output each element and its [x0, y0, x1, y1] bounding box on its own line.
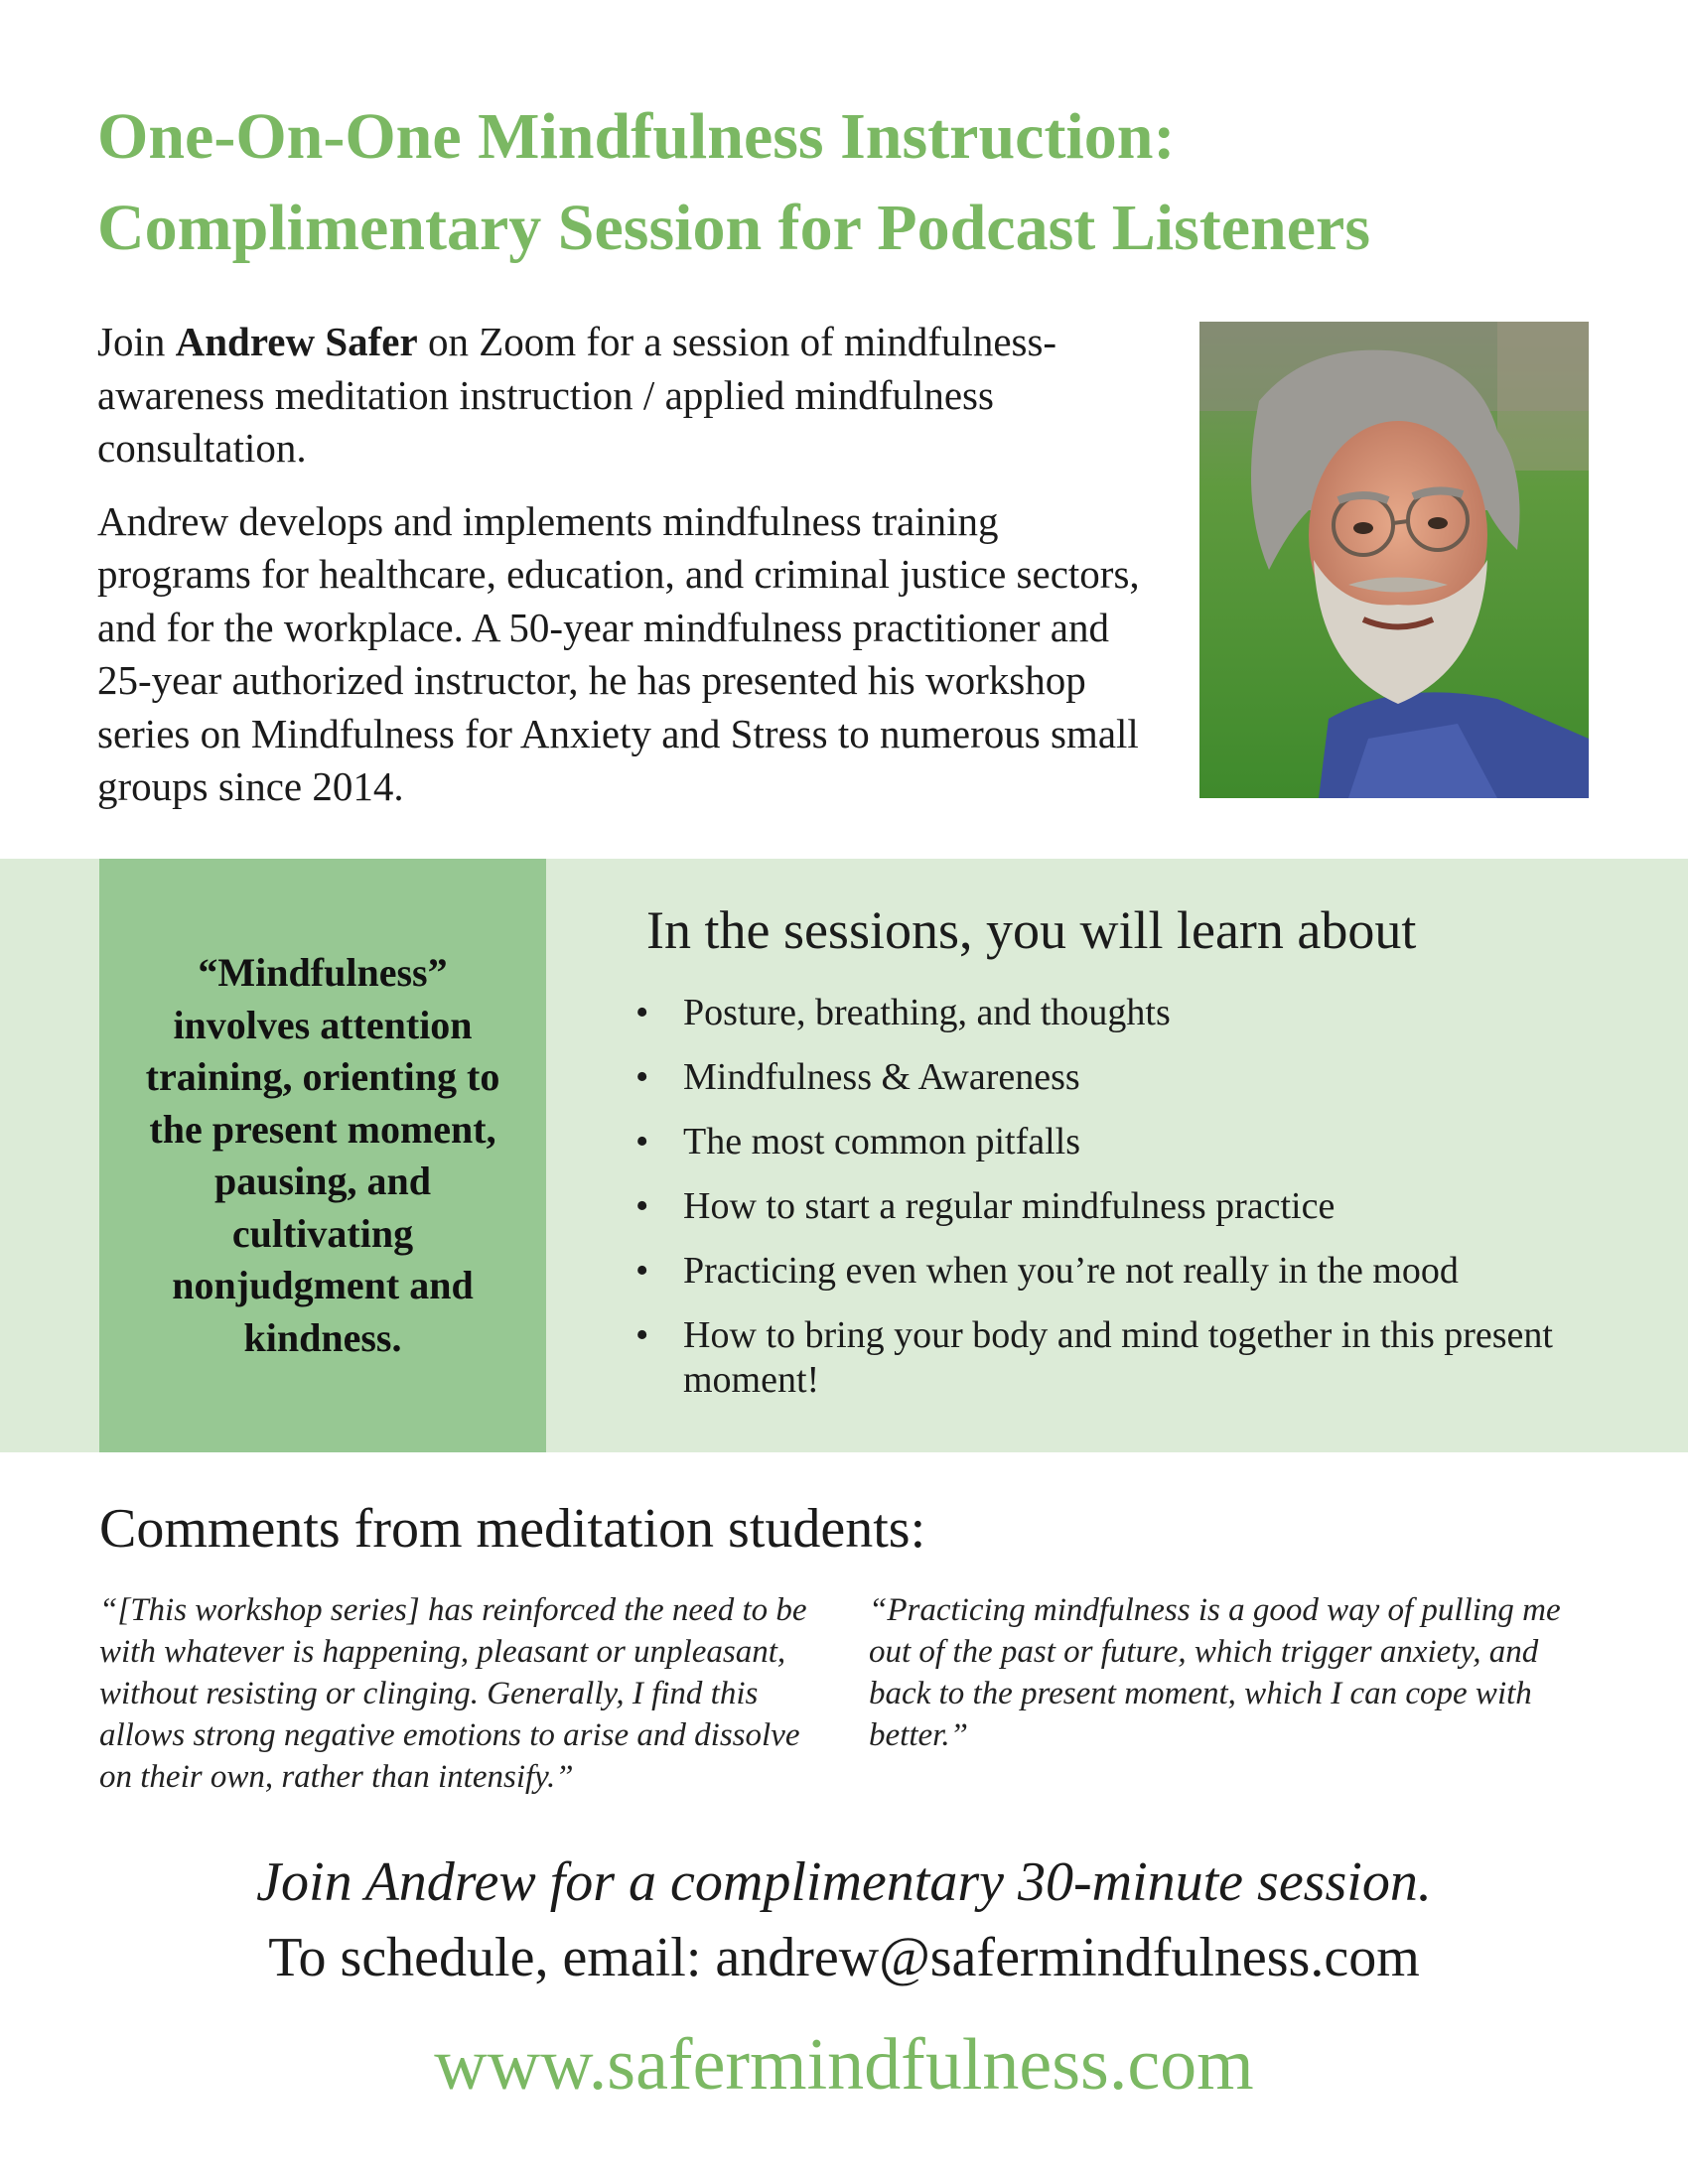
mindfulness-definition-box — [99, 859, 546, 1452]
title-line-1: One-On-One Mindfulness Instruction: — [97, 100, 1176, 173]
intro-paragraph-1 — [97, 316, 1150, 476]
intro-join-text: Join — [97, 319, 176, 364]
comments-heading: Comments from meditation students: — [99, 1498, 926, 1560]
learn-item: • Practicing even when you’re not really in the mood — [635, 1249, 1638, 1294]
student-comment-1: “[This workshop series] has reinforced the need to be with whatever is happening, pleasant or unpleasant, without resisting or clinging. Generally, I find this allows strong negative emotions to arise and dissolve on their own, rather than intensify.” — [99, 1592, 807, 1795]
learn-item: • How to bring your body and mind together in this present moment! — [635, 1313, 1638, 1403]
learn-item: • Posture, breathing, and thoughts — [635, 991, 1638, 1035]
call-to-action — [0, 1844, 1688, 1995]
website-link[interactable]: www.safermindfulness.com — [434, 2024, 1254, 2106]
learn-item: • Mindfulness & Awareness — [635, 1055, 1638, 1100]
learn-list — [635, 991, 1638, 1423]
intro-paragraph-2: Andrew develops and implements mindfulness training programs for healthcare, education, and criminal justice sectors, and for the workplace. A 50-year mindfulness practitioner and 25-year authorized instructor, he has presented his workshop series on Mindfulness for Anxiety and Stress to numerous small groups since 2014. — [97, 497, 1140, 809]
learn-heading: In the sessions, you will learn about — [646, 900, 1417, 960]
student-comment-2: “Practicing mindfulness is a good way of pulling me out of the past or future, which trigger anxiety, and back to the present moment, which I can cope with better.” — [869, 1592, 1561, 1753]
instructor-photo — [1199, 322, 1589, 798]
learn-item: • How to start a regular mindfulness practice — [635, 1184, 1638, 1229]
intro-session-text: on Zoom for a session of mindfulness-awareness meditation instruction / applied mindfulness consultation. — [97, 319, 1057, 471]
intro-section — [97, 316, 1150, 834]
mindfulness-definition-text: “Mindfulness” involves attention training, orienting to the present moment, pausing, and cultivating nonjudgment and kindness. — [145, 950, 500, 1360]
learn-item: • The most common pitfalls — [635, 1120, 1638, 1164]
instructor-name: Andrew Safer — [175, 319, 418, 364]
portrait-image — [1199, 322, 1589, 798]
cta-schedule-email: To schedule, email: andrew@safermindfulness.com — [268, 1927, 1420, 1988]
page-title — [97, 91, 1646, 274]
cta-session-offer: Join Andrew for a complimentary 30-minute session. — [256, 1851, 1432, 1913]
title-line-2: Complimentary Session for Podcast Listeners — [97, 192, 1371, 264]
